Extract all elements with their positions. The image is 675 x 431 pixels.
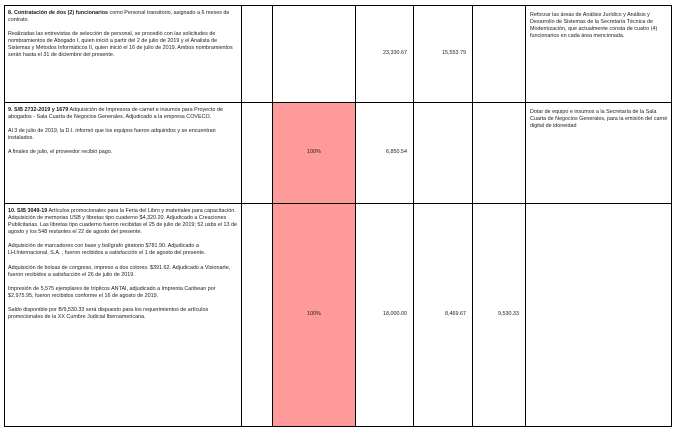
row-9-description xyxy=(5,103,242,204)
row-9-blank-1 xyxy=(242,103,273,204)
row-10-percent: 100% xyxy=(273,204,356,427)
row-9-paragraph-1: Al 3 de julio de 2019, la D.I. informó que los equipos fueron adquiridos y se encuentran instalados. xyxy=(8,128,216,142)
row-8-observation: Reforzar las áreas de Análisis Jurídico y Análisis y Desarrollo de Sistemas de la Secretaría Técnica de Modernización, que actualmente consta de cuatro (4) funcionarios en cada área mencionada. xyxy=(526,6,672,103)
row-10-paragraph-2: Adquisición de bolsas de congreso, impreso a dos colores. $391.62. Adjudicado a Visionarte, fueron recibidos a satisfacción el 26 de julio de 2019. xyxy=(8,264,231,278)
row-10-description xyxy=(5,204,242,427)
row-8-percent xyxy=(273,6,356,103)
execution-report-table xyxy=(4,5,672,427)
row-8-blank-1 xyxy=(242,6,273,103)
row-9-observation: Dotar de equipo e insumos a la Secretaría de la Sala Cuarta de Negocios Generales, para la emisión del carné digital de idoneidad xyxy=(526,103,672,204)
row-10-paragraph-4: Saldo disponible por B/9,530.33 será dispuesto para los requerimientos de artículos promocionales de la XX Cumbre Judicial Iberoamericana. xyxy=(8,306,209,321)
row-10-title: 10. S/B 3049-19 xyxy=(8,208,48,214)
row-8-amount-3 xyxy=(473,6,526,103)
row-10-title-rest: Artículos promocionales para la Feria del Libro y materiales para capacitación. xyxy=(47,208,236,214)
row-9-amount-2 xyxy=(414,103,473,204)
row-10-observation xyxy=(526,204,672,427)
row-9-paragraph-2: A finales de julio, el proveedor recibió pago. xyxy=(8,149,113,156)
row-10-paragraph-3: Impresión de 5,575 ejemplares de trípticos ANTAI, adjudicado a Imprenta Caribean por $2,975.95, fueron recibidos conforme el 16 de agosto de 2019. xyxy=(8,285,216,299)
row-10-paragraph-1: Adquisición de marcadores con base y bolígrafo giratorio $781.90. Adjudicado a LH.Internacional, S.A. , fueron recibidos a satisfacción el 1 de agosto del presente. xyxy=(8,243,206,257)
row-9-percent: 100% xyxy=(273,103,356,204)
row-8-paragraph-1: Realizadas las entrevistas de selección de personal, se procedió con las solicitudes de nombramientos de Abogado I, quien inició a partir del 2 de julio de 2019 y el Analista de Sistemas y Métodos Informáticos II, quien inició el 16 de julio de 2019. Ambos nombramientos serán hasta el 31 de diciembre del presente. xyxy=(8,31,233,59)
table-row-8 xyxy=(5,6,672,103)
row-9-amount-1: 6,850.54 xyxy=(356,103,414,204)
row-8-amount-2: 15,553.79 xyxy=(414,6,473,103)
row-9-title-rest: Adquisición de Impresora de carnet e insumos para Proyecto de abogados - Sala Cuarta de Negocios Generales. Adjudicado a la empresa COVECO. xyxy=(8,107,223,121)
row-8-title: 8. Contratación de dos (2) funcionarios xyxy=(8,10,109,16)
row-8-title-rest: como Personal transitorio, asignado a 6 meses de contrato. xyxy=(8,10,230,24)
row-9-title: 9. S/B 2732-2019 y 1679 xyxy=(8,107,69,113)
table-row-9 xyxy=(5,103,672,204)
row-10-blank-1 xyxy=(242,204,273,427)
row-10-amount-2: 8,469.67 xyxy=(414,204,473,427)
table-row-10 xyxy=(5,204,672,427)
row-9-amount-3 xyxy=(473,103,526,204)
row-10-amount-3: 9,530.33 xyxy=(473,204,526,427)
row-10-amount-1: 18,000.00 xyxy=(356,204,414,427)
row-10-lead: Adquisición de memorias USB y libretas tipo cuaderno $4,320.20. Adjudicado a Creaciones Publicitarias. Las libretas tipo cuaderno fueron recibidas el 25 de julio de 2019; 52 usbs el 13 de agosto y los 548 restantes el 22 de agosto del presente. xyxy=(8,215,237,236)
row-8-amount-1: 23,330.67 xyxy=(356,6,414,103)
row-8-description xyxy=(5,6,242,103)
